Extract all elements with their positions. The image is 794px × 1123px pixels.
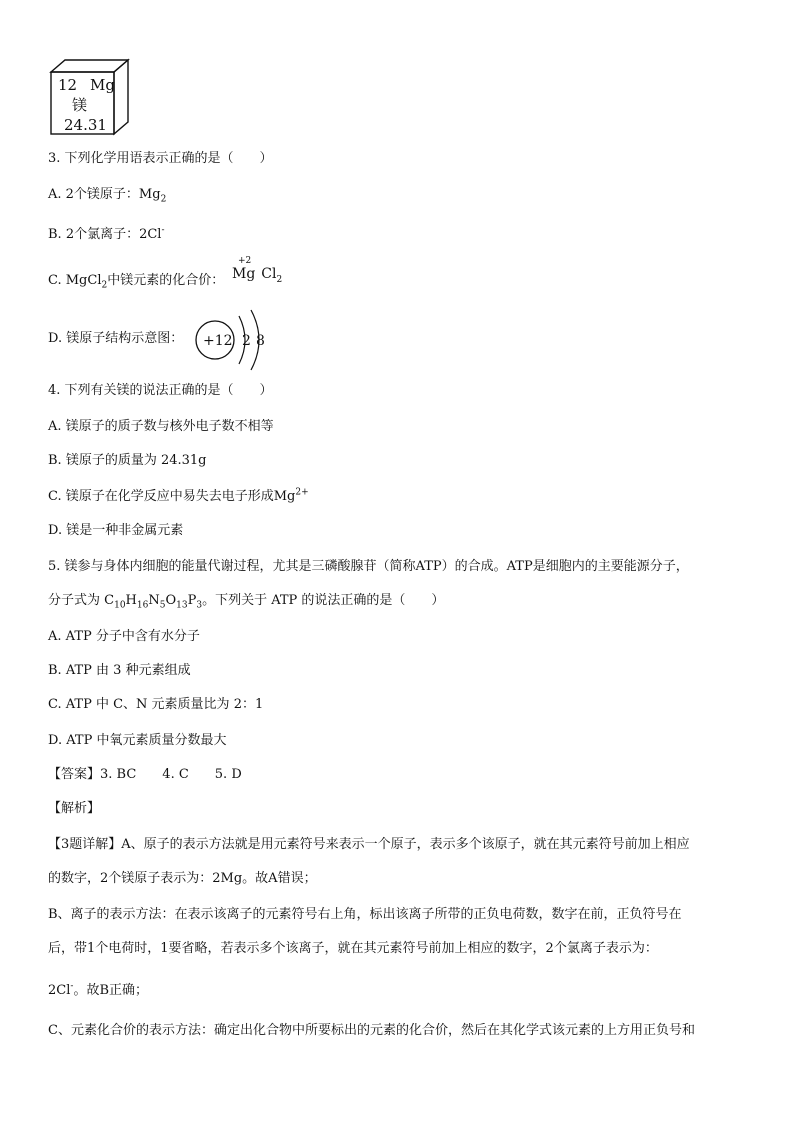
question-4-option-a: A. 镁原子的质子数与核外电子数不相等 (48, 419, 274, 434)
question-3-option-a: A. 2个镁原子：$Mg_2$ (48, 187, 167, 205)
analysis-p3-line-1: C、元素化合价的表示方法：确定出化合物中所要标出的元素的化合价，然后在其化学式该元素的上方用正负号和 (48, 1023, 695, 1038)
answer-5: 5. D (214, 767, 242, 782)
answer-3: 3. BC (100, 767, 137, 782)
analysis-p2-line-1: B、离子的表示方法：在表示该离子的元素符号右上角，标出该离子所带的正负电荷数，数字在前，正负符号在 (48, 907, 682, 922)
nucleus-charge: +12 (203, 333, 233, 349)
atomic-mass: 24.31 (64, 116, 107, 134)
analysis-p2-line-2: 后，带1个电荷时，1要省略，若表示多个该离子，就在其元素符号前加上相应的数字，2个氯离子表示为： (48, 941, 658, 956)
answer-line (48, 766, 242, 784)
shell-1-electrons: 2 (242, 333, 251, 349)
shell-2-electrons: 8 (256, 333, 265, 349)
atomic-number: 12 (58, 76, 78, 94)
question-5-option-c: C. ATP 中 C、N 元素质量比为 2：1 (48, 697, 264, 712)
element-name: 镁 (72, 96, 88, 114)
question-4-option-c: C. 镁原子在化学反应中易失去电子形成$Mg^{2+}$ (48, 487, 309, 504)
question-3-option-c: C. MgCl$_2$中镁元素的化合价： (48, 273, 225, 291)
question-3-stem: 3. 下列化学用语表示正确的是（ ） (48, 151, 273, 166)
question-5-option-d: D. ATP 中氧元素质量分数最大 (48, 733, 227, 748)
question-5-option-a: A. ATP 分子中含有水分子 (48, 629, 200, 644)
analysis-label: 【解析】 (48, 801, 101, 816)
valence-charge: +2 (238, 256, 252, 266)
question-5-stem-line-2: 分子式为 $C_{10}H_{16}N_5O_{13}P_3$。下列关于 ATP 的说法正确的是（ ） (48, 593, 445, 611)
answer-4: 4. C (162, 767, 189, 782)
element-tile-magnesium (48, 58, 138, 138)
question-5-option-b: B. ATP 由 3 种元素组成 (48, 663, 191, 678)
element-symbol: Mg (90, 76, 115, 94)
atomic-structure-diagram (195, 308, 275, 376)
question-5-stem-line-1: 5. 镁参与身体内细胞的能量代谢过程，尤其是三磷酸腺苷（简称ATP）的合成。ATP是细胞内的主要能源分子， (48, 559, 689, 574)
question-3-option-b: B. 2个氯离子：2Cl- (48, 225, 165, 242)
analysis-p1-line-1: 【3题详解】A、原子的表示方法就是用元素符号来表示一个原子，表示多个该原子，就在其元素符号前加上相应 (48, 837, 690, 852)
question-3-option-d: D. 镁原子结构示意图： (48, 331, 184, 346)
analysis-p2-line-3: 2Cl-。故B正确； (48, 981, 148, 998)
analysis-p1-line-2: 的数字，2个镁原子表示为：2Mg。故A错误； (48, 871, 317, 886)
question-4-stem: 4. 下列有关镁的说法正确的是（ ） (48, 383, 273, 398)
valence-formula: +2 Mg $Cl_2$ (232, 256, 283, 285)
question-4-option-b: B. 镁原子的质量为 24.31g (48, 453, 207, 468)
answer-label: 【答案】 (48, 767, 101, 782)
question-4-option-d: D. 镁是一种非金属元素 (48, 523, 184, 538)
